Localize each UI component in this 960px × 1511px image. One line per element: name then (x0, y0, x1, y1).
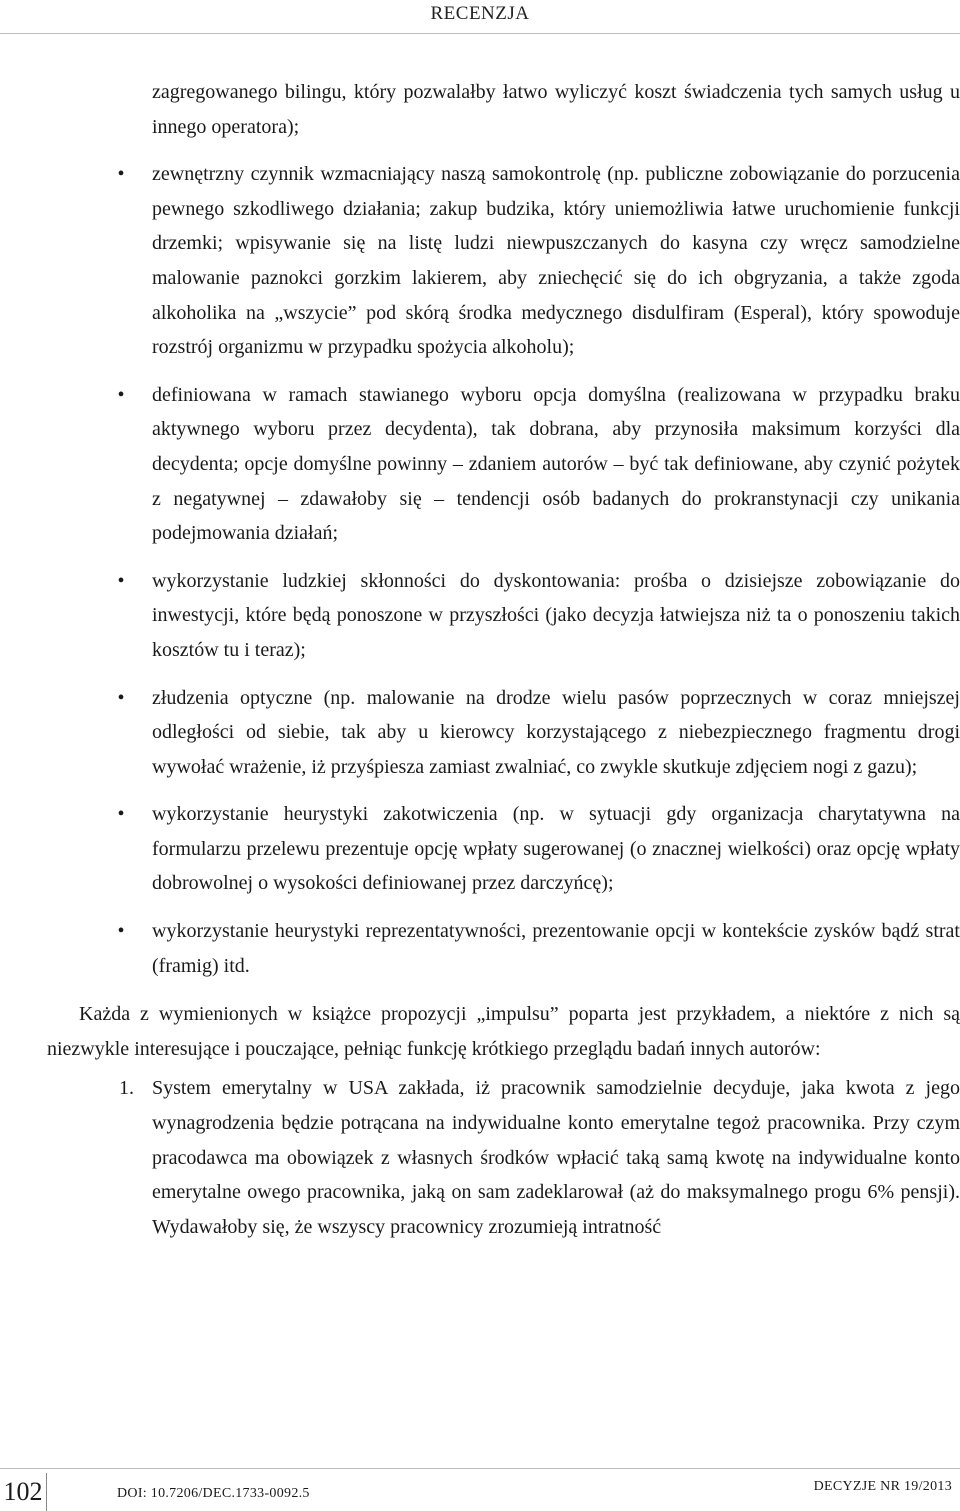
list-item (47, 681, 960, 785)
list-item (47, 75, 960, 144)
list-item (47, 914, 960, 983)
list-item-text: wykorzystanie ludzkiej skłonności do dyskontowania: prośba o dzisiejsze zobowiązanie do inwestycji, które będą ponoszone w przyszłości (jako decyzja łatwiejsza niż ta o ponoszeniu takich kosztów tu i teraz); (152, 569, 960, 661)
bullet-marker: • (117, 383, 125, 406)
item-number: 1. (119, 1077, 134, 1100)
list-item-text: wykorzystanie heurystyki zakotwiczenia (np. w sytuacji gdy organizacja charytatywna na formularzu przelewu prezentuje opcję wpłaty sugerowanej (o znacznej wielkości) oraz opcję wpłaty dobrowolnej o wysokości definiowanej przez darczyńcę); (152, 803, 960, 895)
bullet-list (47, 75, 960, 983)
bullet-marker: • (117, 569, 125, 592)
numbered-item-text: System emerytalny w USA zakłada, iż pracownik samodzielnie decyduje, jaka kwota z jego wynagrodzenia będzie potrącana na indywidualne konto emerytalne tegoż pracownika. Przy czym pracodawca ma obowiązek z własnych środków wpłacić taką samą kwotę na indywidualne konto emerytalne owego pracownika, jaką on sam zadeklarował (aż do maksymalnego progu 6% pensji). Wydawałoby się, że wszyscy pracownicy zrozumieją intratność (152, 1077, 960, 1238)
bullet-marker: • (117, 163, 125, 186)
list-item-text: złudzenia optyczne (np. malowanie na drodze wielu pasów poprzecznych w coraz mniejszej odległości od siebie, tak aby u kierowcy korzystającego z niebezpiecznego fragmentu drogi wywołać wrażenie, iż przyśpiesza zamiast zwalniać, co zwykle skutkuje zdjęciem nogi z gazu); (152, 686, 960, 778)
header-rule (0, 33, 960, 34)
numbered-list (47, 1071, 960, 1244)
list-item (47, 564, 960, 668)
list-item-text: zagregowanego bilingu, który pozwalałby łatwo wyliczyć koszt świadczenia tych samych usług u innego operatora); (152, 81, 960, 138)
list-item (47, 378, 960, 551)
bullet-marker: • (117, 920, 125, 943)
journal-issue: DECYZJE NR 19/2013 (813, 1479, 952, 1494)
doi-label: DOI: 10.7206/DEC.1733-0092.5 (117, 1486, 310, 1501)
list-item-text: wykorzystanie heurystyki reprezentatywności, prezentowanie opcji w kontekście zysków bądź strat (framig) itd. (152, 920, 960, 977)
bullet-marker: • (117, 686, 125, 709)
list-item (47, 797, 960, 901)
footer-rule (0, 1468, 960, 1469)
list-item-text: definiowana w ramach stawianego wyboru opcja domyślna (realizowana w przypadku braku aktywnego wyboru przez decydenta), tak dobrana, aby przynosiła maksimum korzyści dla decydenta; opcje domyślne powinny – zdaniem autorów – być tak definiowane, aby czynić pożytek z negatywnej – zdawałoby się – tendencji osób badanych do prokranstynacji czy unikania podejmowania działań; (152, 383, 960, 545)
bullet-marker: • (117, 803, 125, 826)
list-item (47, 157, 960, 365)
page-content (47, 75, 960, 1244)
body-paragraph: Każda z wymienionych w książce propozycji „impulsu” poparta jest przykładem, a niektóre z nich są niezwykle interesujące i pouczające, pełniąc funkcję krótkiego przeglądu badań innych autorów: (47, 1003, 960, 1060)
list-item-text: zewnętrzny czynnik wzmacniający naszą samokontrolę (np. publiczne zobowiązanie do porzucenia pewnego szkodliwego działania; zakup budzika, który uniemożliwia łatwe uruchomienie funkcji drzemki; wpisywanie się na listę ludzi niewpuszczanych do kasyna czy wręcz samodzielne malowanie paznokci gorzkim lakierem, aby zniechęcić się do ich obgryzania, a także zgoda alkoholika na „wszycie” pod skórą środka medycznego disdulfiram (Esperal), który spowoduje rozstrój organizmu w przypadku spożycia alkoholu); (152, 163, 960, 359)
page-number: 102 (0, 1473, 47, 1511)
numbered-item (47, 1071, 960, 1244)
running-header: RECENZJA (430, 3, 530, 24)
